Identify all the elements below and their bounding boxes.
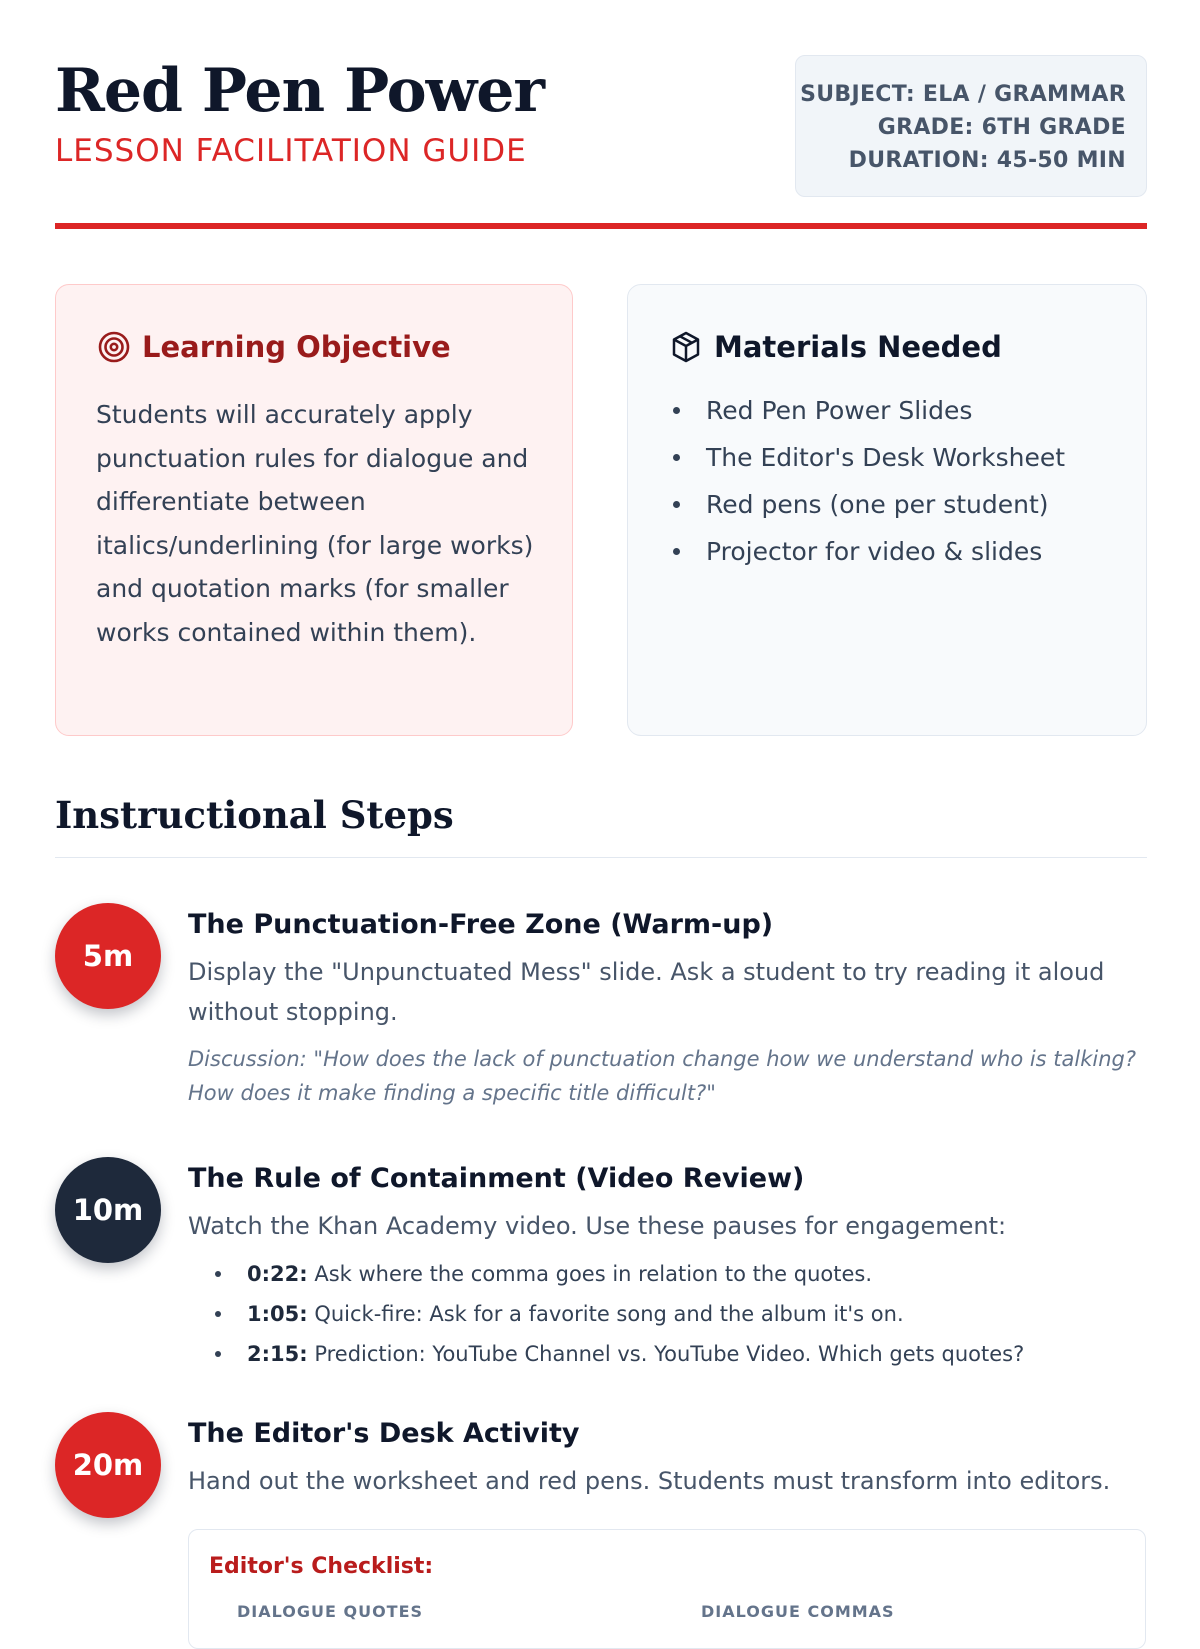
pause-timestamp: 2:15: <box>247 1342 308 1366</box>
step-time-badge: 10m <box>55 1157 161 1263</box>
step-description: Watch the Khan Academy video. Use these pauses for engagement: <box>188 1212 1007 1240</box>
section-title: Instructional Steps <box>55 793 454 837</box>
page-title: Red Pen Power <box>55 56 545 126</box>
pause-text: Prediction: YouTube Channel vs. YouTube Video. Which gets quotes? <box>314 1342 1025 1366</box>
list-item: Red pens (one per student) <box>668 481 1065 528</box>
pause-timestamp: 1:05: <box>247 1302 308 1326</box>
list-item <box>188 1294 1148 1334</box>
meta-subject: SUBJECT: ELA / GRAMMAR <box>800 82 1126 107</box>
materials-title: Materials Needed <box>714 330 1002 364</box>
step-title: The Editor's Desk Activity <box>188 1418 580 1449</box>
learning-objective-card <box>55 284 573 736</box>
header-divider <box>55 223 1147 229</box>
meta-duration: DURATION: 45-50 MIN <box>848 148 1126 173</box>
step-body <box>188 1412 1148 1501</box>
objective-text: Students will accurately apply punctuation rules for dialogue and differentiate between italics/underlining (for large works) and quotation marks (for smaller works contained within them). <box>96 400 534 647</box>
meta-grade: GRADE: 6TH GRADE <box>877 115 1126 140</box>
checklist-title: Editor's Checklist: <box>209 1554 434 1579</box>
section-divider <box>55 857 1147 858</box>
lesson-meta-box <box>795 55 1147 197</box>
editors-checklist <box>188 1529 1146 1649</box>
page-subtitle: LESSON FACILITATION GUIDE <box>55 133 527 169</box>
target-icon <box>96 329 132 365</box>
step-body <box>188 903 1148 1110</box>
package-icon <box>668 329 704 365</box>
objective-title: Learning Objective <box>142 330 451 364</box>
step-discussion-note: Discussion: "How does the lack of punctuation change how we understand who is talking? How does it make finding a specific title difficult?" <box>188 1047 1137 1105</box>
step-time-badge: 20m <box>55 1412 161 1518</box>
step-description: Hand out the worksheet and red pens. Students must transform into editors. <box>188 1467 1111 1495</box>
materials-heading <box>668 327 1002 367</box>
list-item: Red Pen Power Slides <box>668 387 1065 434</box>
list-item <box>188 1334 1148 1374</box>
materials-list <box>668 387 1065 575</box>
step-title: The Punctuation-Free Zone (Warm-up) <box>188 909 774 940</box>
page-header <box>55 55 1147 230</box>
checklist-item: DIALOGUE QUOTES <box>237 1602 424 1621</box>
pause-text: Quick-fire: Ask for a favorite song and the album it's on. <box>314 1302 904 1326</box>
list-item: The Editor's Desk Worksheet <box>668 434 1065 481</box>
objective-heading <box>96 327 451 367</box>
step-body <box>188 1157 1148 1374</box>
step-title: The Rule of Containment (Video Review) <box>188 1163 805 1194</box>
pause-text: Ask where the comma goes in relation to the quotes. <box>314 1262 873 1286</box>
video-pause-list <box>188 1254 1148 1374</box>
list-item: Projector for video & slides <box>668 528 1065 575</box>
step-description: Display the "Unpunctuated Mess" slide. Ask a student to try reading it aloud without stopping. <box>188 958 1105 1026</box>
list-item <box>188 1254 1148 1294</box>
materials-card <box>627 284 1147 736</box>
checklist-item: DIALOGUE COMMAS <box>701 1602 895 1621</box>
step-time-badge: 5m <box>55 903 161 1009</box>
pause-timestamp: 0:22: <box>247 1262 308 1286</box>
